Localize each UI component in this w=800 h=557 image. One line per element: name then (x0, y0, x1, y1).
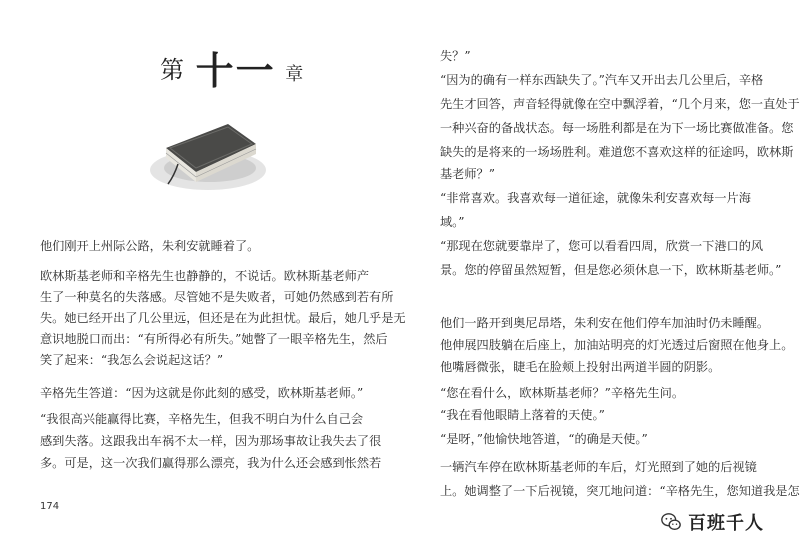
text-line: 欧林斯基老师和辛格先生也静静的，不说话。欧林斯基老师产 (40, 269, 370, 283)
watermark-text: 百班千人 (688, 513, 764, 534)
text-line: “我很高兴能赢得比赛，辛格先生，但我不明白为什么自己会 (40, 412, 364, 426)
text-line: “因为的确有一样东西缺失了。”汽车又开出去几公里后，辛格 (440, 73, 764, 87)
text-line: 先生才回答，声音轻得就像在空中飘浮着，“几个月来，您一直处于 (440, 97, 800, 111)
text-line: “非常喜欢。我喜欢每一道征途，就像朱利安喜欢每一片海 (440, 191, 751, 205)
text-line: 失。她已经开出了几公里远，但还是在为此担忧。最后，她几乎是无 (40, 311, 406, 325)
text-line: 一种兴奋的备战状态。每一场胜利都是在为下一场比赛做准备。您 (440, 121, 794, 135)
text-line: “我在看他眼睛上落着的天使。” (440, 408, 605, 422)
watermark (660, 509, 764, 535)
text-line: 他们刚开上州际公路，朱利安就睡着了。 (40, 239, 260, 253)
text-line: 笑了起来：“我怎么会说起这话？” (40, 353, 224, 367)
text-line: 辛格先生答道：“因为这就是你此刻的感受，欧林斯基老师。” (40, 386, 364, 400)
text-line: 失？” (440, 49, 471, 63)
chapter-suffix: 章 (285, 64, 306, 85)
text-line: 他伸展四肢躺在后座上，加油站明亮的灯光透过后窗照在他身上。 (440, 338, 794, 352)
text-line: “那现在您就要靠岸了，您可以看看四周，欣赏一下港口的风 (440, 239, 764, 253)
wechat-icon (660, 511, 682, 533)
right-page (400, 0, 800, 557)
text-line: 感到失落。这跟我出车祸不太一样，因为那场事故让我失去了很 (40, 434, 382, 448)
text-line: 他嘴唇微张，睫毛在脸颊上投射出两道半圆的阴影。 (440, 360, 721, 374)
text-line: “是呀，”他愉快地答道，“的确是天使。” (440, 432, 648, 446)
chapter-number: 十一 (195, 48, 276, 93)
text-line: 他们一路开到奥尼昂塔，朱利安在他们停车加油时仍未睡醒。 (440, 316, 770, 330)
book-illustration (148, 104, 268, 196)
text-line: 缺失的是将来的一场场胜利。难道您不喜欢这样的征途吗，欧林斯 (440, 145, 794, 159)
page-number: 174 (40, 501, 60, 512)
text-line: 一辆汽车停在欧林斯基老师的车后，灯光照到了她的后视镜 (440, 460, 757, 474)
text-line: 景。您的停留虽然短暂，但是您必须休息一下，欧林斯基老师。” (440, 263, 782, 277)
chapter-title (160, 40, 305, 95)
text-line: 上。她调整了一下后视镜，突兀地问道：“辛格先生，您知道我是怎 (440, 484, 800, 498)
text-line: 多。可是，这一次我们赢得那么漂亮，我为什么还会感到怅然若 (40, 456, 382, 470)
chapter-prefix: 第 (160, 56, 186, 84)
text-line: 域。” (440, 215, 465, 229)
text-line: 生了一种莫名的失落感。尽管她不是失败者，可她仍然感到若有所 (40, 290, 394, 304)
text-line: 基老师？” (440, 167, 495, 181)
text-line: 意识地脱口而出：“有所得必有所失。”她瞥了一眼辛格先生，然后 (40, 332, 388, 346)
text-line: “您在看什么，欧林斯基老师？”辛格先生问。 (440, 386, 685, 400)
